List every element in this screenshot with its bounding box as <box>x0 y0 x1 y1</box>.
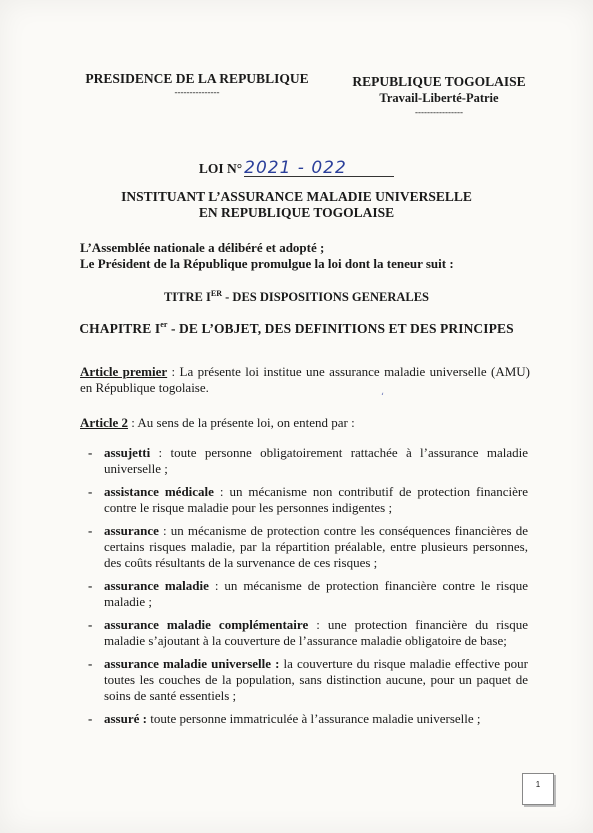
list-dash: - <box>88 445 93 460</box>
national-motto: Travail-Liberté-Patrie <box>379 91 499 105</box>
definition-term: assistance médicale <box>104 484 214 499</box>
law-number-line <box>0 160 593 177</box>
law-prefix: LOI N° <box>198 161 243 176</box>
definitions-list <box>88 445 528 734</box>
definition-text: : toute personne obligatoirement rattachée à l’assurance maladie universelle ; <box>104 445 528 476</box>
list-dash: - <box>88 656 93 671</box>
list-dash: - <box>88 617 93 632</box>
pen-mark: ʻ <box>381 392 385 403</box>
handwritten-law-number: 2021 - 022 <box>244 160 394 177</box>
title-superscript: ER <box>210 289 222 298</box>
article-2 <box>80 415 530 431</box>
law-subtitle-line-2: EN REPUBLIQUE TOGOLAISE <box>198 205 395 220</box>
header-left <box>82 71 312 97</box>
definition-text: : un mécanisme non contributif de protection financière contre le risque maladie pour les personnes indigentes ; <box>104 484 529 515</box>
article-1-text: : La présente loi institue une assurance maladie universelle (AMU) en République togolaise. <box>80 364 530 395</box>
list-dash: - <box>88 711 93 726</box>
chapter-heading <box>0 321 593 337</box>
definition-text: : un mécanisme de protection financière contre le risque maladie ; <box>104 578 528 609</box>
law-subtitle <box>0 189 593 221</box>
list-item <box>88 656 528 704</box>
article-1 <box>80 364 530 396</box>
list-dash: - <box>88 578 93 593</box>
definition-text: la couverture du risque maladie effective pour toutes les couches de la population, sans distinction aucune, pour un paquet de soins de santé essentiels ; <box>104 656 528 703</box>
right-separator: ---------------- <box>415 107 463 117</box>
definition-term: assurance maladie universelle : <box>104 656 280 671</box>
article-2-text: : Au sens de la présente loi, on entend par : <box>128 415 355 430</box>
presidency-title: PRESIDENCE DE LA REPUBLIQUE <box>85 71 309 86</box>
page-number: 1 <box>535 780 541 789</box>
title-prefix: TITRE I <box>163 290 211 304</box>
definition-text: toute personne immatriculée à l’assurance maladie universelle ; <box>146 711 481 726</box>
preamble-line-2: Le Président de la République promulgue la loi dont la teneur suit : <box>80 256 454 271</box>
title-heading <box>0 290 593 305</box>
list-item <box>88 617 528 649</box>
preamble-line-1: L’Assemblée nationale a délibéré et adopté ; <box>80 240 325 255</box>
chapter-prefix: CHAPITRE I <box>79 321 161 336</box>
law-subtitle-line-1: INSTITUANT L’ASSURANCE MALADIE UNIVERSELLE <box>121 189 472 204</box>
list-dash: - <box>88 523 93 538</box>
list-item <box>88 484 528 516</box>
chapter-superscript: er <box>160 320 168 329</box>
list-item <box>88 445 528 477</box>
left-separator: --------------- <box>174 87 220 97</box>
list-item <box>88 711 528 727</box>
definition-term: assuré : <box>104 711 147 726</box>
definition-text: : un mécanisme de protection contre les conséquences financières de certains risques maladie, par la répartition préalable, entre plusieurs personnes, des coûts résultants de la survenance de ces risques ; <box>104 523 528 570</box>
page-number-box <box>522 773 554 805</box>
definition-term: assurance <box>104 523 159 538</box>
definition-text: : une protection financière du risque maladie s’ajoutant à la couverture de l’assurance maladie obligatoire de base; <box>104 617 528 648</box>
list-item <box>88 578 528 610</box>
header-right <box>344 73 534 117</box>
definition-term: assurance maladie <box>104 578 209 593</box>
definition-term: assurance maladie complémentaire <box>104 617 309 632</box>
list-item <box>88 523 528 571</box>
title-suffix: - DES DISPOSITIONS GENERALES <box>222 290 430 304</box>
list-dash: - <box>88 484 93 499</box>
republic-title: REPUBLIQUE TOGOLAISE <box>352 74 526 89</box>
article-1-label: Article premier <box>80 364 168 379</box>
definition-term: assujetti <box>104 445 151 460</box>
article-2-label: Article 2 <box>80 415 129 430</box>
chapter-suffix: - DE L’OBJET, DES DEFINITIONS ET DES PRINCIPES <box>167 321 514 336</box>
preamble <box>80 240 540 272</box>
